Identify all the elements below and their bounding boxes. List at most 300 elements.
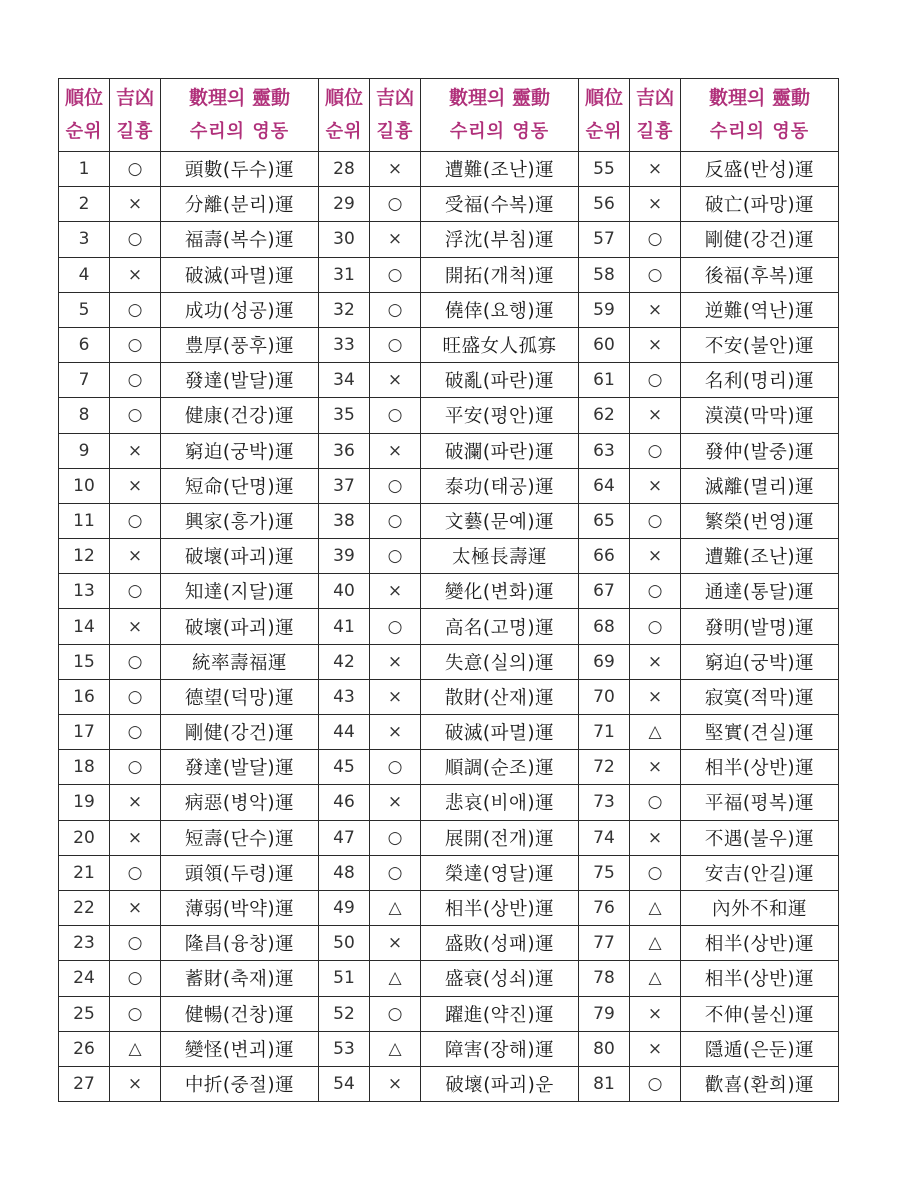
luck-mark-cell: ○	[110, 855, 161, 890]
fortune-name-cell: 堅實(견실)運	[681, 715, 839, 750]
rank-number-cell: 10	[59, 468, 110, 503]
fortune-name-cell: 發達(발달)運	[161, 750, 319, 785]
luck-mark-cell: ×	[110, 433, 161, 468]
fortune-name-cell: 隆昌(융창)運	[161, 926, 319, 961]
luck-mark-cell: ○	[110, 503, 161, 538]
table-row	[59, 1066, 839, 1101]
fortune-name-cell: 僥倖(요행)運	[421, 292, 579, 327]
luck-mark-cell: △	[630, 961, 681, 996]
fortune-name-cell: 德望(덕망)運	[161, 679, 319, 714]
luck-mark-cell: ×	[630, 152, 681, 187]
fortune-name-cell: 順調(순조)運	[421, 750, 579, 785]
table-row	[59, 398, 839, 433]
luck-mark-cell: ○	[370, 468, 421, 503]
header-name-hanja: 數理의 靈動	[709, 87, 810, 109]
fortune-name-cell: 展開(전개)運	[421, 820, 579, 855]
rank-number-cell: 43	[319, 679, 370, 714]
fortune-name-cell: 破瀾(파란)運	[421, 433, 579, 468]
luck-mark-cell: ×	[110, 187, 161, 222]
rank-number-cell: 47	[319, 820, 370, 855]
header-luck-hanja: 吉凶	[375, 87, 414, 109]
luck-mark-cell: ○	[630, 433, 681, 468]
luck-mark-cell: ○	[370, 609, 421, 644]
header-name	[421, 79, 579, 152]
table-row	[59, 750, 839, 785]
luck-mark-cell: ×	[370, 433, 421, 468]
luck-mark-cell: ×	[630, 679, 681, 714]
fortune-name-cell: 短命(단명)運	[161, 468, 319, 503]
fortune-name-cell: 寂寞(적막)運	[681, 679, 839, 714]
header-luck-hanja: 吉凶	[635, 87, 674, 109]
luck-mark-cell: ○	[370, 750, 421, 785]
rank-number-cell: 41	[319, 609, 370, 644]
fortune-name-cell: 興家(흥가)運	[161, 503, 319, 538]
fortune-name-cell: 文藝(문예)運	[421, 503, 579, 538]
rank-number-cell: 9	[59, 433, 110, 468]
luck-mark-cell: ○	[110, 996, 161, 1031]
header-name-korean: 수리의 영동	[709, 121, 810, 142]
table-row	[59, 468, 839, 503]
luck-mark-cell: ×	[110, 820, 161, 855]
rank-number-cell: 21	[59, 855, 110, 890]
fortune-name-cell: 頭領(두령)運	[161, 855, 319, 890]
luck-mark-cell: ○	[630, 257, 681, 292]
header-rank-korean: 순위	[585, 121, 623, 142]
rank-number-cell: 79	[579, 996, 630, 1031]
fortune-name-cell: 繁榮(번영)運	[681, 503, 839, 538]
rank-number-cell: 76	[579, 890, 630, 925]
fortune-name-cell: 不安(불안)運	[681, 327, 839, 362]
rank-number-cell: 35	[319, 398, 370, 433]
header-row	[59, 79, 839, 152]
table-row	[59, 292, 839, 327]
fortune-name-cell: 盛敗(성패)運	[421, 926, 579, 961]
fortune-name-cell: 變怪(변괴)運	[161, 1031, 319, 1066]
luck-mark-cell: ○	[370, 257, 421, 292]
rank-number-cell: 54	[319, 1066, 370, 1101]
luck-mark-cell: ×	[110, 890, 161, 925]
header-rank-korean: 순위	[325, 121, 363, 142]
luck-mark-cell: ○	[630, 855, 681, 890]
fortune-name-cell: 旺盛女人孤寡	[421, 327, 579, 362]
fortune-name-cell: 破亂(파란)運	[421, 363, 579, 398]
rank-number-cell: 73	[579, 785, 630, 820]
fortune-name-cell: 平福(평복)運	[681, 785, 839, 820]
luck-mark-cell: ×	[370, 679, 421, 714]
rank-number-cell: 7	[59, 363, 110, 398]
header-luck-hanja: 吉凶	[115, 87, 154, 109]
luck-mark-cell: △	[630, 890, 681, 925]
fortune-name-cell: 變化(변화)運	[421, 574, 579, 609]
luck-mark-cell: ○	[630, 609, 681, 644]
table-row	[59, 574, 839, 609]
fortune-name-cell: 發明(발명)運	[681, 609, 839, 644]
rank-number-cell: 61	[579, 363, 630, 398]
rank-number-cell: 4	[59, 257, 110, 292]
rank-number-cell: 32	[319, 292, 370, 327]
rank-number-cell: 51	[319, 961, 370, 996]
fortune-name-cell: 統率壽福運	[161, 644, 319, 679]
luck-mark-cell: ○	[630, 222, 681, 257]
rank-number-cell: 33	[319, 327, 370, 362]
luck-mark-cell: ×	[630, 327, 681, 362]
fortune-name-cell: 相半(상반)運	[681, 926, 839, 961]
fortune-name-cell: 福壽(복수)運	[161, 222, 319, 257]
table-row	[59, 433, 839, 468]
header-name-korean: 수리의 영동	[189, 121, 290, 142]
luck-mark-cell: ×	[370, 715, 421, 750]
rank-number-cell: 11	[59, 503, 110, 538]
luck-mark-cell: ×	[110, 1066, 161, 1101]
fortune-name-cell: 發仲(발중)運	[681, 433, 839, 468]
fortune-name-cell: 泰功(태공)運	[421, 468, 579, 503]
fortune-name-cell: 開拓(개척)運	[421, 257, 579, 292]
luck-mark-cell: ×	[630, 1031, 681, 1066]
rank-number-cell: 55	[579, 152, 630, 187]
rank-number-cell: 29	[319, 187, 370, 222]
rank-number-cell: 52	[319, 996, 370, 1031]
luck-mark-cell: ○	[370, 855, 421, 890]
rank-number-cell: 36	[319, 433, 370, 468]
fortune-name-cell: 豊厚(풍후)運	[161, 327, 319, 362]
fortune-name-cell: 高名(고명)運	[421, 609, 579, 644]
fortune-name-cell: 隱遁(은둔)運	[681, 1031, 839, 1066]
rank-number-cell: 75	[579, 855, 630, 890]
rank-number-cell: 49	[319, 890, 370, 925]
fortune-name-cell: 名利(명리)運	[681, 363, 839, 398]
header-name	[681, 79, 839, 152]
rank-number-cell: 14	[59, 609, 110, 644]
header-luck-korean: 길흉	[636, 121, 674, 142]
rank-number-cell: 26	[59, 1031, 110, 1066]
luck-mark-cell: ×	[370, 152, 421, 187]
luck-mark-cell: ○	[370, 539, 421, 574]
rank-number-cell: 1	[59, 152, 110, 187]
rank-number-cell: 37	[319, 468, 370, 503]
rank-number-cell: 40	[319, 574, 370, 609]
fortune-name-cell: 窮迫(궁박)運	[681, 644, 839, 679]
luck-mark-cell: ○	[370, 292, 421, 327]
rank-number-cell: 25	[59, 996, 110, 1031]
table-row	[59, 503, 839, 538]
luck-mark-cell: ×	[110, 785, 161, 820]
header-luck-korean: 길흉	[376, 121, 414, 142]
fortune-name-cell: 健暢(건창)運	[161, 996, 319, 1031]
luck-mark-cell: ×	[370, 363, 421, 398]
rank-number-cell: 63	[579, 433, 630, 468]
rank-number-cell: 16	[59, 679, 110, 714]
table-row	[59, 609, 839, 644]
fortune-name-cell: 太極長壽運	[421, 539, 579, 574]
fortune-name-cell: 散財(산재)運	[421, 679, 579, 714]
fortune-name-cell: 相半(상반)運	[681, 750, 839, 785]
fortune-name-cell: 平安(평안)運	[421, 398, 579, 433]
table-row	[59, 996, 839, 1031]
fortune-name-cell: 安吉(안길)運	[681, 855, 839, 890]
rank-number-cell: 50	[319, 926, 370, 961]
fortune-name-cell: 躍進(약진)運	[421, 996, 579, 1031]
luck-mark-cell: △	[630, 715, 681, 750]
rank-number-cell: 38	[319, 503, 370, 538]
fortune-name-cell: 窮迫(궁박)運	[161, 433, 319, 468]
fortune-name-cell: 剛健(강건)運	[161, 715, 319, 750]
rank-number-cell: 17	[59, 715, 110, 750]
luck-mark-cell: ×	[630, 292, 681, 327]
luck-mark-cell: ×	[630, 996, 681, 1031]
rank-number-cell: 69	[579, 644, 630, 679]
fortune-name-cell: 剛健(강건)運	[681, 222, 839, 257]
fortune-name-cell: 悲哀(비애)運	[421, 785, 579, 820]
luck-mark-cell: ○	[110, 926, 161, 961]
header-rank	[319, 79, 370, 152]
fortune-name-cell: 通達(통달)運	[681, 574, 839, 609]
fortune-name-cell: 短壽(단수)運	[161, 820, 319, 855]
rank-number-cell: 80	[579, 1031, 630, 1066]
table-row	[59, 539, 839, 574]
luck-mark-cell: ×	[630, 644, 681, 679]
rank-number-cell: 22	[59, 890, 110, 925]
fortune-name-cell: 不遇(불우)運	[681, 820, 839, 855]
rank-number-cell: 19	[59, 785, 110, 820]
rank-number-cell: 30	[319, 222, 370, 257]
fortune-name-cell: 障害(장해)運	[421, 1031, 579, 1066]
fortune-name-cell: 蓄財(축재)運	[161, 961, 319, 996]
fortune-name-cell: 浮沈(부침)運	[421, 222, 579, 257]
fortune-name-cell: 分離(분리)運	[161, 187, 319, 222]
rank-number-cell: 56	[579, 187, 630, 222]
table-row	[59, 152, 839, 187]
luck-mark-cell: ×	[630, 398, 681, 433]
rank-number-cell: 67	[579, 574, 630, 609]
fortune-name-cell: 破亡(파망)運	[681, 187, 839, 222]
header-rank-korean: 순위	[65, 121, 103, 142]
fortune-name-cell: 成功(성공)運	[161, 292, 319, 327]
header-rank-hanja: 順位	[64, 87, 103, 109]
header-name-korean: 수리의 영동	[449, 121, 550, 142]
rank-number-cell: 64	[579, 468, 630, 503]
rank-number-cell: 60	[579, 327, 630, 362]
rank-number-cell: 81	[579, 1066, 630, 1101]
rank-number-cell: 3	[59, 222, 110, 257]
luck-mark-cell: △	[370, 961, 421, 996]
rank-number-cell: 44	[319, 715, 370, 750]
luck-mark-cell: ○	[110, 574, 161, 609]
luck-mark-cell: ×	[370, 926, 421, 961]
fortune-name-cell: 健康(건강)運	[161, 398, 319, 433]
rank-number-cell: 65	[579, 503, 630, 538]
table-row	[59, 785, 839, 820]
fortune-name-cell: 破壞(파괴)運	[161, 609, 319, 644]
luck-mark-cell: ×	[630, 820, 681, 855]
rank-number-cell: 15	[59, 644, 110, 679]
luck-mark-cell: ○	[110, 750, 161, 785]
rank-number-cell: 31	[319, 257, 370, 292]
luck-mark-cell: ×	[370, 574, 421, 609]
rank-number-cell: 70	[579, 679, 630, 714]
fortune-name-cell: 破壞(파괴)運	[161, 539, 319, 574]
luck-mark-cell: ×	[370, 1066, 421, 1101]
luck-mark-cell: ○	[370, 398, 421, 433]
fortune-name-cell: 不伸(불신)運	[681, 996, 839, 1031]
header-name	[161, 79, 319, 152]
rank-number-cell: 48	[319, 855, 370, 890]
header-name-hanja: 數理의 靈動	[189, 87, 290, 109]
rank-number-cell: 78	[579, 961, 630, 996]
header-rank	[579, 79, 630, 152]
luck-mark-cell: △	[370, 890, 421, 925]
luck-mark-cell: ○	[370, 327, 421, 362]
luck-mark-cell: ○	[110, 152, 161, 187]
fortune-name-cell: 歡喜(환희)運	[681, 1066, 839, 1101]
luck-mark-cell: ○	[110, 644, 161, 679]
rank-number-cell: 39	[319, 539, 370, 574]
rank-number-cell: 45	[319, 750, 370, 785]
rank-number-cell: 46	[319, 785, 370, 820]
fortune-name-cell: 滅離(멸리)運	[681, 468, 839, 503]
fortune-name-cell: 破滅(파멸)運	[161, 257, 319, 292]
fortune-name-cell: 榮達(영달)運	[421, 855, 579, 890]
fortune-number-table	[58, 78, 839, 1102]
fortune-name-cell: 破壞(파괴)운	[421, 1066, 579, 1101]
luck-mark-cell: ×	[110, 539, 161, 574]
luck-mark-cell: △	[110, 1031, 161, 1066]
table-row	[59, 890, 839, 925]
luck-mark-cell: ○	[630, 503, 681, 538]
table-row	[59, 1031, 839, 1066]
header-rank	[59, 79, 110, 152]
header-luck	[630, 79, 681, 152]
luck-mark-cell: ○	[110, 327, 161, 362]
fortune-name-cell: 病惡(병악)運	[161, 785, 319, 820]
fortune-name-cell: 發達(발달)運	[161, 363, 319, 398]
table-row	[59, 222, 839, 257]
table-row	[59, 327, 839, 362]
luck-mark-cell: ×	[370, 222, 421, 257]
table-row	[59, 644, 839, 679]
rank-number-cell: 58	[579, 257, 630, 292]
fortune-name-cell: 盛衰(성쇠)運	[421, 961, 579, 996]
luck-mark-cell: ○	[370, 187, 421, 222]
table-row	[59, 820, 839, 855]
table-row	[59, 926, 839, 961]
fortune-name-cell: 逆難(역난)運	[681, 292, 839, 327]
luck-mark-cell: △	[630, 926, 681, 961]
table-row	[59, 715, 839, 750]
rank-number-cell: 6	[59, 327, 110, 362]
fortune-name-cell: 破滅(파멸)運	[421, 715, 579, 750]
rank-number-cell: 8	[59, 398, 110, 433]
fortune-name-cell: 漠漠(막막)運	[681, 398, 839, 433]
header-luck-korean: 길흉	[116, 121, 154, 142]
luck-mark-cell: ○	[630, 574, 681, 609]
rank-number-cell: 57	[579, 222, 630, 257]
fortune-name-cell: 中折(중절)運	[161, 1066, 319, 1101]
rank-number-cell: 42	[319, 644, 370, 679]
fortune-name-cell: 遭難(조난)運	[681, 539, 839, 574]
rank-number-cell: 77	[579, 926, 630, 961]
fortune-name-cell: 知達(지달)運	[161, 574, 319, 609]
rank-number-cell: 20	[59, 820, 110, 855]
luck-mark-cell: ○	[630, 1066, 681, 1101]
luck-mark-cell: ○	[110, 292, 161, 327]
rank-number-cell: 23	[59, 926, 110, 961]
fortune-name-cell: 相半(상반)運	[421, 890, 579, 925]
luck-mark-cell: ×	[110, 257, 161, 292]
rank-number-cell: 59	[579, 292, 630, 327]
header-luck	[370, 79, 421, 152]
luck-mark-cell: ○	[370, 503, 421, 538]
luck-mark-cell: ○	[370, 820, 421, 855]
rank-number-cell: 24	[59, 961, 110, 996]
rank-number-cell: 27	[59, 1066, 110, 1101]
table-row	[59, 363, 839, 398]
rank-number-cell: 18	[59, 750, 110, 785]
rank-number-cell: 68	[579, 609, 630, 644]
fortune-name-cell: 頭數(두수)運	[161, 152, 319, 187]
table-row	[59, 187, 839, 222]
table-row	[59, 679, 839, 714]
header-rank-hanja: 順位	[324, 87, 363, 109]
luck-mark-cell: ×	[110, 468, 161, 503]
luck-mark-cell: △	[370, 1031, 421, 1066]
luck-mark-cell: ×	[110, 609, 161, 644]
luck-mark-cell: ○	[110, 398, 161, 433]
fortune-name-cell: 受福(수복)運	[421, 187, 579, 222]
luck-mark-cell: ○	[370, 996, 421, 1031]
rank-number-cell: 53	[319, 1031, 370, 1066]
luck-mark-cell: ○	[630, 363, 681, 398]
luck-mark-cell: ○	[110, 679, 161, 714]
table-row	[59, 855, 839, 890]
table-body	[59, 152, 839, 1102]
luck-mark-cell: ○	[110, 222, 161, 257]
fortune-name-cell: 遭難(조난)運	[421, 152, 579, 187]
rank-number-cell: 2	[59, 187, 110, 222]
luck-mark-cell: ×	[630, 187, 681, 222]
rank-number-cell: 71	[579, 715, 630, 750]
rank-number-cell: 13	[59, 574, 110, 609]
luck-mark-cell: ×	[630, 468, 681, 503]
rank-number-cell: 34	[319, 363, 370, 398]
rank-number-cell: 72	[579, 750, 630, 785]
fortune-name-cell: 內外不和運	[681, 890, 839, 925]
luck-mark-cell: ×	[630, 750, 681, 785]
fortune-name-cell: 相半(상반)運	[681, 961, 839, 996]
luck-mark-cell: ×	[630, 539, 681, 574]
table-row	[59, 961, 839, 996]
header-luck	[110, 79, 161, 152]
luck-mark-cell: ○	[110, 961, 161, 996]
header-name-hanja: 數理의 靈動	[449, 87, 550, 109]
fortune-name-cell: 反盛(반성)運	[681, 152, 839, 187]
rank-number-cell: 66	[579, 539, 630, 574]
luck-mark-cell: ×	[370, 785, 421, 820]
table-row	[59, 257, 839, 292]
header-rank-hanja: 順位	[584, 87, 623, 109]
fortune-name-cell: 薄弱(박약)運	[161, 890, 319, 925]
luck-mark-cell: ○	[110, 715, 161, 750]
luck-mark-cell: ○	[630, 785, 681, 820]
luck-mark-cell: ○	[110, 363, 161, 398]
fortune-name-cell: 失意(실의)運	[421, 644, 579, 679]
rank-number-cell: 12	[59, 539, 110, 574]
luck-mark-cell: ×	[370, 644, 421, 679]
rank-number-cell: 62	[579, 398, 630, 433]
rank-number-cell: 74	[579, 820, 630, 855]
fortune-name-cell: 後福(후복)運	[681, 257, 839, 292]
rank-number-cell: 5	[59, 292, 110, 327]
rank-number-cell: 28	[319, 152, 370, 187]
